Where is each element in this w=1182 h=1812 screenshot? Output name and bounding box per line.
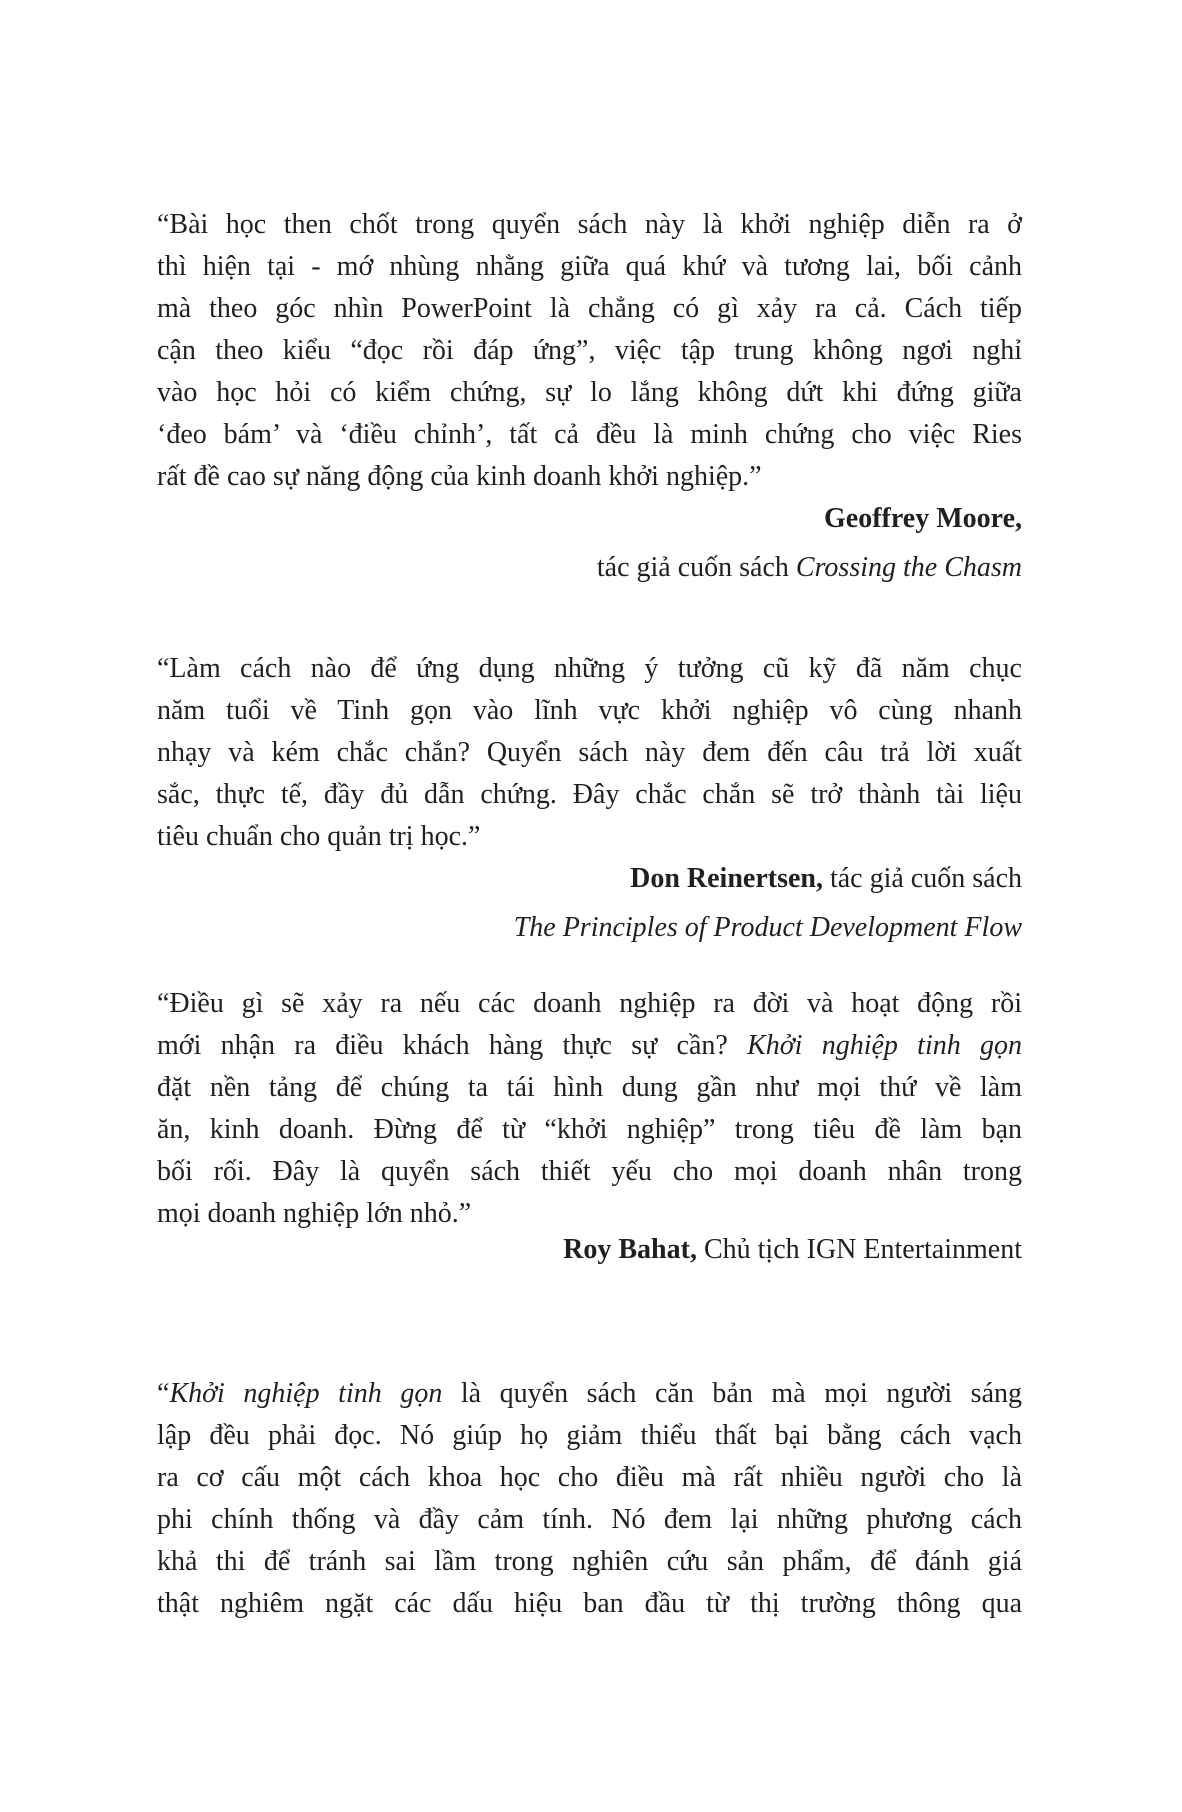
quote-text: bối rối. Đây là quyển sách thiết yếu cho mọi doanh nhân trong — [157, 1156, 1022, 1187]
author-role: tác giả cuốn sách — [822, 863, 1022, 894]
quote-line — [157, 1151, 1022, 1193]
quote-text: nhạy và kém chắc chắn? Quyển sách này đem đến câu trả lời xuất — [157, 737, 1022, 768]
quote-text: thật nghiêm ngặt các dấu hiệu ban đầu từ thị trường thông qua — [157, 1588, 1022, 1619]
quote-line — [157, 690, 1022, 732]
quote-text: mọi doanh nghiệp lớn nhỏ.” — [157, 1198, 472, 1229]
quote-line — [157, 1583, 1022, 1625]
quote-text: mà theo góc nhìn PowerPoint là chẳng có gì xảy ra cả. Cách tiếp — [157, 293, 1022, 324]
quote-block-blank — [157, 1373, 1022, 1625]
quote-text: ra cơ cấu một cách khoa học cho điều mà rất nhiều người cho là — [157, 1462, 1022, 1493]
quote-text: ‘đeo bám’ và ‘điều chỉnh’, tất cả đều là minh chứng cho việc Ries — [157, 419, 1022, 450]
quote-line — [157, 1067, 1022, 1109]
quote-block-reinertsen — [157, 648, 1022, 949]
italic-title: Khởi nghiệp tinh gọn — [747, 1030, 1022, 1061]
quote-line — [157, 816, 1022, 858]
quote-line — [157, 1373, 1022, 1415]
quote-line — [157, 1025, 1022, 1067]
quote-line — [157, 983, 1022, 1025]
quote-text: “Bài học then chốt trong quyển sách này là khởi nghiệp diễn ra ở — [157, 209, 1022, 240]
quote-text: năm tuổi về Tinh gọn vào lĩnh vực khởi nghiệp vô cùng nhanh — [157, 695, 1022, 726]
quote-text: vào học hỏi có kiểm chứng, sự lo lắng không dứt khi đứng giữa — [157, 377, 1022, 408]
quote-text: mới nhận ra điều khách hàng thực sự cần? — [157, 1030, 748, 1061]
quote-text: sắc, thực tế, đầy đủ dẫn chứng. Đây chắc chắn sẽ trở thành tài liệu — [157, 779, 1022, 810]
quote-line — [157, 1499, 1022, 1541]
author-name: Geoffrey Moore, — [824, 503, 1022, 534]
book-title: Crossing the Chasm — [795, 552, 1022, 583]
quote-line — [157, 774, 1022, 816]
quote-line — [157, 732, 1022, 774]
quote-author-credit — [157, 547, 1022, 589]
quote-line — [157, 204, 1022, 246]
quote-author — [157, 1229, 1022, 1271]
quote-line — [157, 1109, 1022, 1151]
quote-line — [157, 288, 1022, 330]
quote-text: khả thi để tránh sai lầm trong nghiên cứu sản phẩm, để đánh giá — [157, 1546, 1022, 1577]
quote-text: thì hiện tại - mớ nhùng nhằng giữa quá khứ và tương lai, bối cảnh — [157, 251, 1022, 282]
quote-line — [157, 372, 1022, 414]
quote-text: “Làm cách nào để ứng dụng những ý tưởng cũ kỹ đã năm chục — [157, 653, 1022, 684]
quote-text: rất đề cao sự năng động của kinh doanh khởi nghiệp.” — [157, 461, 762, 492]
quote-author — [157, 858, 1022, 900]
book-title: The Principles of Product Development Flow — [513, 912, 1022, 943]
quote-line — [157, 1457, 1022, 1499]
author-name: Roy Bahat, — [563, 1234, 697, 1265]
author-role: tác giả cuốn sách — [596, 552, 796, 583]
quote-text: “Điều gì sẽ xảy ra nếu các doanh nghiệp ra đời và hoạt động rồi — [157, 988, 1022, 1019]
quote-line — [157, 330, 1022, 372]
quote-line — [157, 648, 1022, 690]
italic-title: Khởi nghiệp tinh gọn — [169, 1378, 443, 1409]
quote-line — [157, 1541, 1022, 1583]
author-role: Chủ tịch IGN Entertainment — [696, 1234, 1022, 1265]
quote-line — [157, 456, 1022, 498]
quote-block-bahat — [157, 983, 1022, 1271]
quote-text: ăn, kinh doanh. Đừng để từ “khởi nghiệp” trong tiêu đề làm bạn — [157, 1114, 1022, 1145]
quote-text: đặt nền tảng để chúng ta tái hình dung gần như mọi thứ về làm — [157, 1072, 1022, 1103]
quote-author — [157, 498, 1022, 540]
quote-text: phi chính thống và đầy cảm tính. Nó đem lại những phương cách — [157, 1504, 1022, 1535]
quote-text: “ — [157, 1378, 170, 1409]
quote-text: cận theo kiểu “đọc rồi đáp ứng”, việc tập trung không ngơi nghỉ — [157, 335, 1022, 366]
quote-author-credit — [157, 907, 1022, 949]
author-name: Don Reinertsen, — [630, 863, 823, 894]
quote-line — [157, 1415, 1022, 1457]
quote-line — [157, 246, 1022, 288]
quote-line — [157, 414, 1022, 456]
quote-text: tiêu chuẩn cho quản trị học.” — [157, 821, 481, 852]
quote-text: lập đều phải đọc. Nó giúp họ giảm thiểu thất bại bằng cách vạch — [157, 1420, 1022, 1451]
quote-text: là quyển sách căn bản mà mọi người sáng — [442, 1378, 1022, 1409]
quote-block-moore — [157, 204, 1022, 589]
